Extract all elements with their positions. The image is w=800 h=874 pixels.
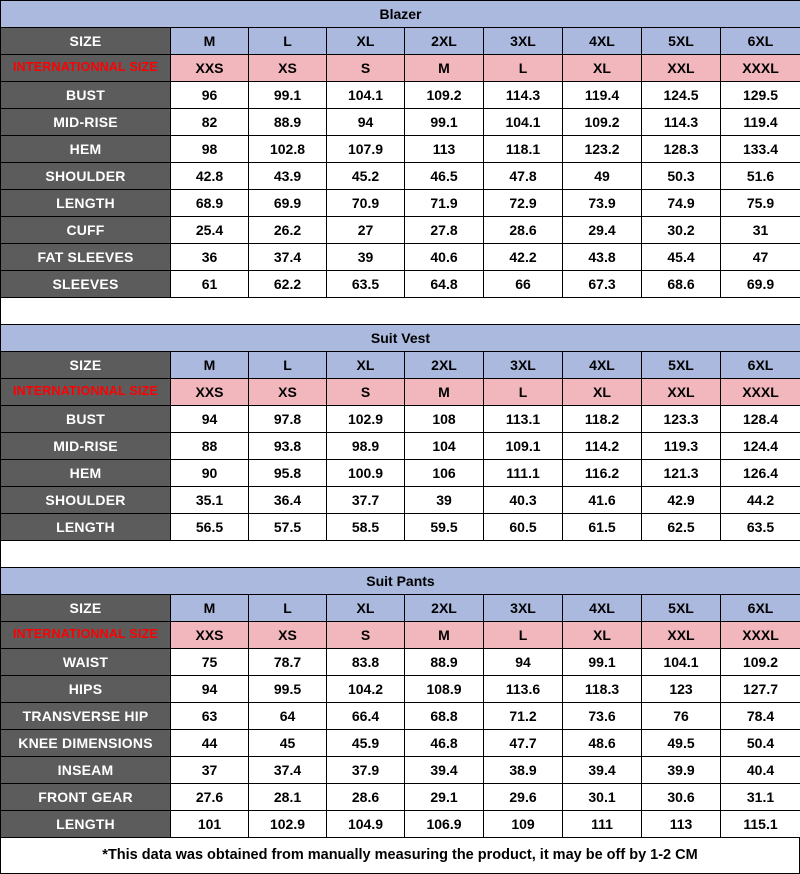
measurement-value: 36 bbox=[171, 244, 249, 271]
measurement-value: 42.8 bbox=[171, 163, 249, 190]
table-row bbox=[1, 649, 800, 676]
measurement-value: 88.9 bbox=[405, 649, 484, 676]
measurement-value: 39.4 bbox=[563, 757, 642, 784]
measurement-label: BUST bbox=[1, 82, 171, 109]
measurement-value: 46.5 bbox=[405, 163, 484, 190]
measurement-value: 124.4 bbox=[721, 433, 800, 460]
measurement-value: 40.6 bbox=[405, 244, 484, 271]
table-row bbox=[1, 136, 800, 163]
size-header-label: SIZE bbox=[1, 28, 171, 55]
measurement-value: 42.2 bbox=[484, 244, 563, 271]
measurement-value: 39.4 bbox=[405, 757, 484, 784]
international-size-cell: XXL bbox=[642, 55, 721, 82]
international-size-cell: XXS bbox=[171, 55, 249, 82]
size-header-cell: 4XL bbox=[563, 352, 642, 379]
measurement-value: 62.5 bbox=[642, 514, 721, 541]
measurement-value: 78.4 bbox=[721, 703, 800, 730]
measurement-value: 44.2 bbox=[721, 487, 800, 514]
section-title-row bbox=[1, 568, 800, 595]
measurement-value: 51.6 bbox=[721, 163, 800, 190]
measurement-value: 109 bbox=[484, 811, 563, 838]
international-size-cell: XXXL bbox=[721, 55, 800, 82]
measurement-label: BUST bbox=[1, 406, 171, 433]
measurement-value: 43.9 bbox=[249, 163, 327, 190]
measurement-value: 37.7 bbox=[327, 487, 405, 514]
measurement-value: 63 bbox=[171, 703, 249, 730]
measurement-value: 62.2 bbox=[249, 271, 327, 298]
measurement-value: 73.9 bbox=[563, 190, 642, 217]
size-header-row bbox=[1, 352, 800, 379]
measurement-value: 97.8 bbox=[249, 406, 327, 433]
international-size-cell: L bbox=[484, 379, 563, 406]
measurement-label: LENGTH bbox=[1, 514, 171, 541]
measurement-value: 104.1 bbox=[642, 649, 721, 676]
measurement-value: 49.5 bbox=[642, 730, 721, 757]
measurement-value: 78.7 bbox=[249, 649, 327, 676]
measurement-value: 83.8 bbox=[327, 649, 405, 676]
measurement-value: 88.9 bbox=[249, 109, 327, 136]
measurement-value: 126.4 bbox=[721, 460, 800, 487]
measurement-value: 64.8 bbox=[405, 271, 484, 298]
measurement-value: 29.4 bbox=[563, 217, 642, 244]
footer-note: *This data was obtained from manually measuring the product, it may be off by 1-2 CM bbox=[0, 838, 800, 874]
measurement-label: LENGTH bbox=[1, 190, 171, 217]
size-header-cell: 2XL bbox=[405, 28, 484, 55]
measurement-value: 76 bbox=[642, 703, 721, 730]
measurement-value: 39 bbox=[327, 244, 405, 271]
table-row bbox=[1, 703, 800, 730]
size-header-cell: XL bbox=[327, 28, 405, 55]
measurement-value: 82 bbox=[171, 109, 249, 136]
measurement-value: 93.8 bbox=[249, 433, 327, 460]
measurement-value: 47 bbox=[721, 244, 800, 271]
measurement-value: 115.1 bbox=[721, 811, 800, 838]
measurement-value: 114.3 bbox=[642, 109, 721, 136]
measurement-value: 116.2 bbox=[563, 460, 642, 487]
international-size-row bbox=[1, 379, 800, 406]
measurement-value: 100.9 bbox=[327, 460, 405, 487]
international-size-row bbox=[1, 55, 800, 82]
table-row bbox=[1, 217, 800, 244]
measurement-value: 27.8 bbox=[405, 217, 484, 244]
measurement-value: 101 bbox=[171, 811, 249, 838]
international-size-cell: XXS bbox=[171, 379, 249, 406]
table-row bbox=[1, 730, 800, 757]
size-header-cell: L bbox=[249, 28, 327, 55]
measurement-label: HEM bbox=[1, 136, 171, 163]
measurement-value: 119.4 bbox=[721, 109, 800, 136]
measurement-value: 104.1 bbox=[327, 82, 405, 109]
international-size-label: INTERNATIONNAL SIZE bbox=[1, 622, 171, 649]
size-header-cell: M bbox=[171, 352, 249, 379]
measurement-value: 128.4 bbox=[721, 406, 800, 433]
measurement-value: 28.1 bbox=[249, 784, 327, 811]
measurement-value: 36.4 bbox=[249, 487, 327, 514]
table-row bbox=[1, 811, 800, 838]
measurement-label: TRANSVERSE HIP bbox=[1, 703, 171, 730]
measurement-value: 123 bbox=[642, 676, 721, 703]
measurement-value: 45 bbox=[249, 730, 327, 757]
size-header-cell: 6XL bbox=[721, 595, 800, 622]
measurement-label: SHOULDER bbox=[1, 163, 171, 190]
international-size-cell: M bbox=[405, 379, 484, 406]
measurement-value: 58.5 bbox=[327, 514, 405, 541]
measurement-label: MID-RISE bbox=[1, 433, 171, 460]
measurement-value: 27.6 bbox=[171, 784, 249, 811]
table-row bbox=[1, 784, 800, 811]
international-size-cell: S bbox=[327, 55, 405, 82]
table-row bbox=[1, 460, 800, 487]
measurement-label: SLEEVES bbox=[1, 271, 171, 298]
measurement-value: 119.3 bbox=[642, 433, 721, 460]
measurement-value: 27 bbox=[327, 217, 405, 244]
size-header-label: SIZE bbox=[1, 595, 171, 622]
measurement-value: 123.2 bbox=[563, 136, 642, 163]
measurement-value: 96 bbox=[171, 82, 249, 109]
measurement-value: 63.5 bbox=[721, 514, 800, 541]
table-row bbox=[1, 244, 800, 271]
measurement-value: 118.3 bbox=[563, 676, 642, 703]
measurement-value: 44 bbox=[171, 730, 249, 757]
measurement-value: 106.9 bbox=[405, 811, 484, 838]
measurement-value: 114.2 bbox=[563, 433, 642, 460]
measurement-label: CUFF bbox=[1, 217, 171, 244]
measurement-value: 133.4 bbox=[721, 136, 800, 163]
size-header-cell: 5XL bbox=[642, 28, 721, 55]
section-title: Suit Vest bbox=[1, 325, 800, 352]
table-row bbox=[1, 487, 800, 514]
section-spacer bbox=[1, 298, 800, 325]
measurement-value: 99.1 bbox=[563, 649, 642, 676]
measurement-value: 128.3 bbox=[642, 136, 721, 163]
measurement-value: 109.1 bbox=[484, 433, 563, 460]
measurement-value: 66 bbox=[484, 271, 563, 298]
measurement-value: 106 bbox=[405, 460, 484, 487]
measurement-value: 70.9 bbox=[327, 190, 405, 217]
measurement-value: 28.6 bbox=[327, 784, 405, 811]
size-header-cell: 4XL bbox=[563, 595, 642, 622]
measurement-value: 30.1 bbox=[563, 784, 642, 811]
measurement-value: 104.2 bbox=[327, 676, 405, 703]
international-size-cell: XXL bbox=[642, 622, 721, 649]
measurement-value: 37.4 bbox=[249, 757, 327, 784]
international-size-cell: M bbox=[405, 622, 484, 649]
section-title-row bbox=[1, 325, 800, 352]
international-size-cell: XS bbox=[249, 622, 327, 649]
section-title: Blazer bbox=[1, 1, 800, 28]
section-title: Suit Pants bbox=[1, 568, 800, 595]
international-size-cell: XXS bbox=[171, 622, 249, 649]
measurement-value: 108 bbox=[405, 406, 484, 433]
measurement-label: KNEE DIMENSIONS bbox=[1, 730, 171, 757]
section-spacer bbox=[1, 541, 800, 568]
measurement-value: 121.3 bbox=[642, 460, 721, 487]
measurement-value: 109.2 bbox=[721, 649, 800, 676]
size-header-cell: 5XL bbox=[642, 595, 721, 622]
measurement-value: 30.2 bbox=[642, 217, 721, 244]
measurement-value: 71.9 bbox=[405, 190, 484, 217]
size-header-cell: 6XL bbox=[721, 28, 800, 55]
measurement-value: 88 bbox=[171, 433, 249, 460]
measurement-value: 71.2 bbox=[484, 703, 563, 730]
measurement-value: 102.9 bbox=[249, 811, 327, 838]
size-header-cell: 3XL bbox=[484, 595, 563, 622]
measurement-value: 104 bbox=[405, 433, 484, 460]
measurement-value: 124.5 bbox=[642, 82, 721, 109]
measurement-label: LENGTH bbox=[1, 811, 171, 838]
measurement-value: 114.3 bbox=[484, 82, 563, 109]
measurement-value: 104.9 bbox=[327, 811, 405, 838]
measurement-value: 69.9 bbox=[249, 190, 327, 217]
size-header-row bbox=[1, 595, 800, 622]
measurement-label: MID-RISE bbox=[1, 109, 171, 136]
table-row bbox=[1, 82, 800, 109]
measurement-value: 45.9 bbox=[327, 730, 405, 757]
measurement-value: 68.9 bbox=[171, 190, 249, 217]
measurement-value: 109.2 bbox=[405, 82, 484, 109]
measurement-value: 56.5 bbox=[171, 514, 249, 541]
measurement-value: 30.6 bbox=[642, 784, 721, 811]
measurement-value: 40.4 bbox=[721, 757, 800, 784]
measurement-value: 68.8 bbox=[405, 703, 484, 730]
measurement-value: 50.3 bbox=[642, 163, 721, 190]
size-header-cell: 2XL bbox=[405, 352, 484, 379]
measurement-value: 61 bbox=[171, 271, 249, 298]
measurement-value: 118.2 bbox=[563, 406, 642, 433]
measurement-value: 48.6 bbox=[563, 730, 642, 757]
table-row bbox=[1, 676, 800, 703]
measurement-value: 102.8 bbox=[249, 136, 327, 163]
measurement-value: 111.1 bbox=[484, 460, 563, 487]
measurement-value: 123.3 bbox=[642, 406, 721, 433]
measurement-label: FAT SLEEVES bbox=[1, 244, 171, 271]
measurement-value: 50.4 bbox=[721, 730, 800, 757]
measurement-value: 113.6 bbox=[484, 676, 563, 703]
measurement-value: 29.6 bbox=[484, 784, 563, 811]
measurement-value: 108.9 bbox=[405, 676, 484, 703]
measurement-value: 102.9 bbox=[327, 406, 405, 433]
measurement-value: 31 bbox=[721, 217, 800, 244]
size-header-cell: XL bbox=[327, 595, 405, 622]
international-size-cell: XL bbox=[563, 622, 642, 649]
measurement-value: 37 bbox=[171, 757, 249, 784]
measurement-value: 67.3 bbox=[563, 271, 642, 298]
measurement-value: 94 bbox=[484, 649, 563, 676]
international-size-cell: M bbox=[405, 55, 484, 82]
measurement-label: SHOULDER bbox=[1, 487, 171, 514]
international-size-cell: S bbox=[327, 379, 405, 406]
measurement-value: 99.5 bbox=[249, 676, 327, 703]
international-size-cell: S bbox=[327, 622, 405, 649]
measurement-value: 118.1 bbox=[484, 136, 563, 163]
section-title-row bbox=[1, 1, 800, 28]
international-size-cell: XXXL bbox=[721, 379, 800, 406]
measurement-value: 94 bbox=[171, 676, 249, 703]
measurement-value: 74.9 bbox=[642, 190, 721, 217]
measurement-value: 94 bbox=[327, 109, 405, 136]
measurement-value: 98 bbox=[171, 136, 249, 163]
international-size-cell: L bbox=[484, 55, 563, 82]
international-size-cell: XS bbox=[249, 379, 327, 406]
measurement-value: 99.1 bbox=[405, 109, 484, 136]
size-header-cell: 2XL bbox=[405, 595, 484, 622]
measurement-value: 113 bbox=[405, 136, 484, 163]
measurement-value: 75.9 bbox=[721, 190, 800, 217]
size-header-cell: L bbox=[249, 352, 327, 379]
measurement-value: 61.5 bbox=[563, 514, 642, 541]
international-size-label: INTERNATIONNAL SIZE bbox=[1, 55, 171, 82]
measurement-value: 39.9 bbox=[642, 757, 721, 784]
measurement-label: HEM bbox=[1, 460, 171, 487]
measurement-value: 38.9 bbox=[484, 757, 563, 784]
measurement-value: 42.9 bbox=[642, 487, 721, 514]
measurement-value: 68.6 bbox=[642, 271, 721, 298]
measurement-label: HIPS bbox=[1, 676, 171, 703]
measurement-label: WAIST bbox=[1, 649, 171, 676]
measurement-value: 113 bbox=[642, 811, 721, 838]
measurement-value: 64 bbox=[249, 703, 327, 730]
measurement-value: 72.9 bbox=[484, 190, 563, 217]
measurement-label: INSEAM bbox=[1, 757, 171, 784]
spacer-cell bbox=[1, 298, 800, 325]
table-row bbox=[1, 514, 800, 541]
measurement-value: 99.1 bbox=[249, 82, 327, 109]
international-size-cell: XXL bbox=[642, 379, 721, 406]
international-size-label: INTERNATIONNAL SIZE bbox=[1, 379, 171, 406]
measurement-value: 28.6 bbox=[484, 217, 563, 244]
international-size-cell: L bbox=[484, 622, 563, 649]
measurement-value: 46.8 bbox=[405, 730, 484, 757]
measurement-value: 104.1 bbox=[484, 109, 563, 136]
measurement-value: 35.1 bbox=[171, 487, 249, 514]
size-header-cell: 3XL bbox=[484, 28, 563, 55]
measurement-value: 45.2 bbox=[327, 163, 405, 190]
table-row bbox=[1, 190, 800, 217]
spacer-cell bbox=[1, 541, 800, 568]
measurement-value: 43.8 bbox=[563, 244, 642, 271]
measurement-value: 129.5 bbox=[721, 82, 800, 109]
size-header-label: SIZE bbox=[1, 352, 171, 379]
measurement-value: 69.9 bbox=[721, 271, 800, 298]
measurement-value: 29.1 bbox=[405, 784, 484, 811]
international-size-cell: XS bbox=[249, 55, 327, 82]
measurement-value: 47.7 bbox=[484, 730, 563, 757]
table-row bbox=[1, 433, 800, 460]
size-header-cell: XL bbox=[327, 352, 405, 379]
measurement-value: 39 bbox=[405, 487, 484, 514]
international-size-cell: XL bbox=[563, 55, 642, 82]
measurement-value: 127.7 bbox=[721, 676, 800, 703]
measurement-value: 41.6 bbox=[563, 487, 642, 514]
size-header-row bbox=[1, 28, 800, 55]
measurement-value: 45.4 bbox=[642, 244, 721, 271]
measurement-value: 60.5 bbox=[484, 514, 563, 541]
size-header-cell: 6XL bbox=[721, 352, 800, 379]
size-header-cell: 3XL bbox=[484, 352, 563, 379]
measurement-value: 26.2 bbox=[249, 217, 327, 244]
table-row bbox=[1, 109, 800, 136]
measurement-value: 73.6 bbox=[563, 703, 642, 730]
measurement-label: FRONT GEAR bbox=[1, 784, 171, 811]
measurement-value: 107.9 bbox=[327, 136, 405, 163]
international-size-cell: XXXL bbox=[721, 622, 800, 649]
table-row bbox=[1, 757, 800, 784]
measurement-value: 49 bbox=[563, 163, 642, 190]
measurement-value: 113.1 bbox=[484, 406, 563, 433]
measurement-value: 66.4 bbox=[327, 703, 405, 730]
international-size-row bbox=[1, 622, 800, 649]
measurement-value: 59.5 bbox=[405, 514, 484, 541]
measurement-value: 37.4 bbox=[249, 244, 327, 271]
size-header-cell: 5XL bbox=[642, 352, 721, 379]
measurement-value: 47.8 bbox=[484, 163, 563, 190]
size-header-cell: L bbox=[249, 595, 327, 622]
measurement-value: 75 bbox=[171, 649, 249, 676]
measurement-value: 111 bbox=[563, 811, 642, 838]
measurement-value: 63.5 bbox=[327, 271, 405, 298]
size-header-cell: 4XL bbox=[563, 28, 642, 55]
size-header-cell: M bbox=[171, 28, 249, 55]
measurement-value: 25.4 bbox=[171, 217, 249, 244]
measurement-value: 40.3 bbox=[484, 487, 563, 514]
size-chart-body bbox=[1, 1, 800, 838]
table-row bbox=[1, 163, 800, 190]
measurement-value: 37.9 bbox=[327, 757, 405, 784]
measurement-value: 57.5 bbox=[249, 514, 327, 541]
measurement-value: 90 bbox=[171, 460, 249, 487]
size-header-cell: M bbox=[171, 595, 249, 622]
table-row bbox=[1, 271, 800, 298]
measurement-value: 119.4 bbox=[563, 82, 642, 109]
measurement-value: 31.1 bbox=[721, 784, 800, 811]
international-size-cell: XL bbox=[563, 379, 642, 406]
table-row bbox=[1, 406, 800, 433]
measurement-value: 98.9 bbox=[327, 433, 405, 460]
measurement-value: 95.8 bbox=[249, 460, 327, 487]
measurement-value: 94 bbox=[171, 406, 249, 433]
measurement-value: 109.2 bbox=[563, 109, 642, 136]
